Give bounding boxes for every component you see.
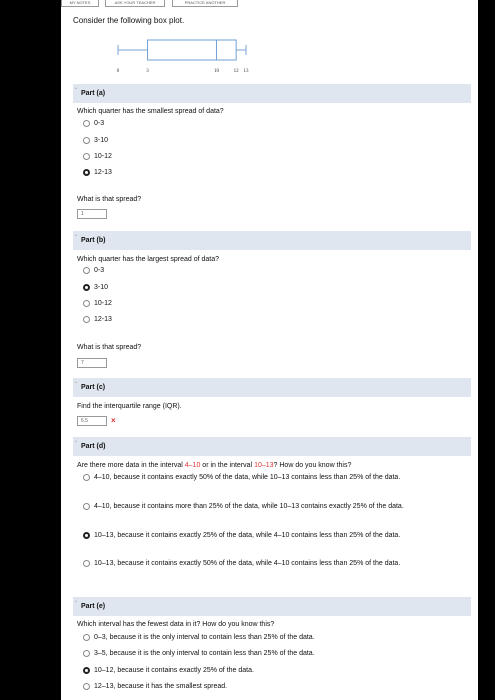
ask-teacher-button[interactable]: ASK YOUR TEACHER: [105, 0, 165, 7]
radio-button[interactable]: [83, 650, 90, 657]
part-c-title: Part (c): [81, 384, 106, 391]
radio-button[interactable]: [83, 316, 90, 323]
incorrect-icon: ×: [111, 416, 116, 425]
part-a-question: Which quarter has the smallest spread of data?: [77, 108, 224, 115]
radio-button[interactable]: [83, 137, 90, 144]
part-d-option-2[interactable]: 10–13, because it contains exactly 25% of the data, while 4–10 contains less than 25% of the data.: [83, 531, 424, 541]
collapse-icon[interactable]: ▫: [75, 233, 77, 239]
my-notes-button[interactable]: MY NOTES: [61, 0, 99, 7]
radio-button[interactable]: [83, 300, 90, 307]
top-nav: [61, 0, 478, 7]
radio-button[interactable]: [83, 560, 90, 567]
part-e-option-0[interactable]: 0–3, because it is the only interval to contain less than 25% of the data.: [83, 633, 424, 643]
part-a-option-1[interactable]: 3-10: [83, 136, 108, 146]
part-b-option-0[interactable]: 0-3: [83, 266, 104, 276]
part-b-question-2: What is that spread?: [77, 344, 142, 351]
part-a-option-2[interactable]: 10-12: [83, 152, 112, 162]
radio-button[interactable]: [83, 474, 90, 481]
collapse-icon[interactable]: ▫: [75, 86, 77, 92]
tick-label-0: 0: [116, 69, 120, 74]
collapse-icon[interactable]: ▫: [75, 380, 77, 386]
part-c-answer-input[interactable]: 6.5: [77, 416, 107, 426]
radio-button-selected[interactable]: [83, 284, 90, 291]
part-e-option-3[interactable]: 12–13, because it has the smallest spread.: [83, 682, 424, 692]
part-e-title: Part (e): [81, 603, 106, 610]
radio-button[interactable]: [83, 683, 90, 690]
part-e-header[interactable]: [73, 597, 471, 616]
part-b-title: Part (b): [81, 237, 106, 244]
practice-another-button[interactable]: PRACTICE ANOTHER: [172, 0, 238, 7]
part-a-option-0[interactable]: 0-3: [83, 119, 104, 129]
part-b-question: Which quarter has the largest spread of data?: [77, 256, 220, 263]
part-a-answer-input[interactable]: 1: [77, 209, 107, 219]
radio-button[interactable]: [83, 503, 90, 510]
collapse-icon[interactable]: ▫: [75, 439, 77, 445]
part-b-header[interactable]: [73, 231, 471, 250]
radio-button-selected[interactable]: [83, 169, 90, 176]
radio-button[interactable]: [83, 120, 90, 127]
tick-labels: [117, 69, 249, 74]
tick-label-3: 12: [233, 69, 239, 74]
part-b-option-1[interactable]: 3-10: [83, 283, 108, 293]
part-e-option-1[interactable]: 3–5, because it is the only interval to contain less than 25% of the data.: [83, 649, 424, 659]
radio-button[interactable]: [83, 634, 90, 641]
part-e-question: Which interval has the fewest data in it? How do you know this?: [77, 621, 275, 628]
part-e-option-2[interactable]: 10–12, because it contains exactly 25% of the data.: [83, 666, 424, 676]
radio-button[interactable]: [83, 153, 90, 160]
iqr-box: [148, 40, 237, 60]
radio-button-selected[interactable]: [83, 532, 90, 539]
part-a-option-3[interactable]: 12-13: [83, 168, 112, 178]
radio-button[interactable]: [83, 267, 90, 274]
part-d-question: Are there more data in the interval 4–10 or in the interval 10–13? How do you know this?: [77, 462, 352, 469]
intro-text: Consider the following box plot.: [73, 16, 185, 25]
part-b-answer-input[interactable]: 7: [77, 358, 107, 368]
tick-label-1: 3: [146, 69, 149, 74]
part-d-option-1[interactable]: 4–10, because it contains more than 25% of the data, while 10–13 contains exactly 25% of the data.: [83, 502, 424, 512]
assignment-frame: [61, 0, 478, 700]
part-d-option-0[interactable]: 4–10, because it contains exactly 50% of the data, while 10–13 contains less than 25% of the data.: [83, 473, 424, 483]
part-d-title: Part (d): [81, 443, 106, 450]
part-a-title: Part (a): [81, 90, 106, 97]
part-a-question-2: What is that spread?: [77, 196, 142, 203]
part-c-header[interactable]: [73, 378, 471, 397]
tick-label-4: 13: [243, 69, 249, 74]
part-d-header[interactable]: [73, 437, 471, 456]
collapse-icon[interactable]: ▫: [75, 599, 77, 605]
part-d-option-3[interactable]: 10–13, because it contains exactly 50% of the data, while 4–10 contains less than 25% of the data.: [83, 559, 424, 569]
box-plot: [61, 34, 478, 78]
tick-label-2: 10: [213, 69, 219, 74]
part-c-question: Find the interquartile range (IQR).: [77, 403, 182, 410]
part-b-option-3[interactable]: 12-13: [83, 315, 112, 325]
part-a-header[interactable]: [73, 84, 471, 103]
part-b-option-2[interactable]: 10-12: [83, 299, 112, 309]
radio-button-selected[interactable]: [83, 667, 90, 674]
